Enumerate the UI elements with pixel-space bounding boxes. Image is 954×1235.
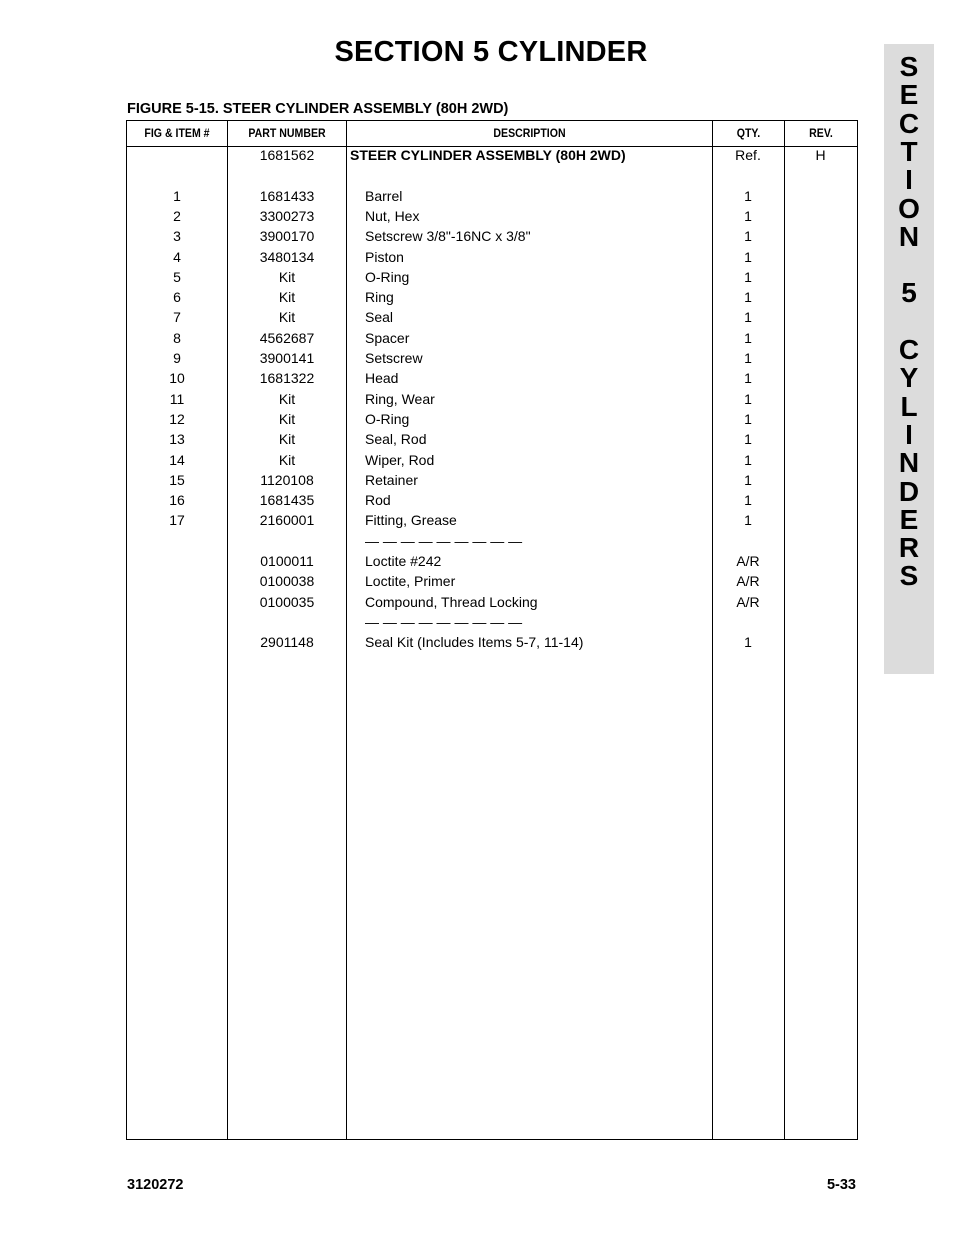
part-number: 1681562 — [259, 147, 315, 163]
description: — — — — — — — — — — [365, 532, 523, 549]
header-item: FIG & ITEM # — [144, 126, 210, 140]
revision — [784, 632, 857, 652]
revision: H — [815, 147, 826, 163]
table-row — [127, 389, 857, 409]
item-number: 2 — [173, 207, 181, 224]
item-number: 5 — [173, 268, 181, 285]
section-side-tab — [884, 44, 934, 674]
table-row — [127, 531, 857, 551]
item-number: 7 — [173, 309, 181, 326]
part-number: Kit — [278, 289, 296, 306]
side-tab-letter: I — [905, 418, 913, 450]
part-number: Kit — [278, 309, 296, 326]
revision — [784, 409, 857, 429]
side-tab-letter: S — [899, 51, 919, 82]
part-number: 0100038 — [259, 573, 315, 590]
description: Ring, Wear — [365, 390, 435, 407]
part-number: 2160001 — [259, 512, 315, 529]
item-number: 3 — [173, 228, 181, 245]
quantity: 1 — [744, 370, 752, 387]
table-row — [127, 165, 857, 185]
quantity: 1 — [744, 228, 752, 245]
part-number: 3300273 — [259, 207, 315, 224]
side-tab-letter: Y — [899, 362, 919, 394]
table-row — [127, 145, 857, 165]
quantity: 1 — [744, 634, 752, 651]
side-tab-letter: C — [898, 334, 920, 365]
revision — [784, 348, 857, 368]
part-number: 4562687 — [259, 329, 315, 346]
description: Seal, Rod — [365, 431, 427, 448]
side-tab-letter: O — [898, 192, 920, 224]
table-row — [127, 287, 857, 307]
header-description: DESCRIPTION — [493, 126, 566, 140]
quantity: 1 — [744, 268, 752, 285]
table-row — [127, 632, 857, 652]
side-tab-letter: D — [898, 475, 920, 507]
quantity: 1 — [744, 410, 752, 427]
quantity: 1 — [744, 207, 752, 224]
revision — [784, 165, 857, 185]
quantity: Ref. — [735, 147, 761, 163]
description: Retainer — [365, 471, 418, 488]
part-number — [228, 165, 346, 185]
part-number: 1120108 — [260, 471, 314, 488]
table-row — [127, 186, 857, 206]
description: Rod — [365, 492, 391, 509]
revision — [784, 429, 857, 449]
quantity: A/R — [736, 553, 760, 569]
part-number: Kit — [278, 451, 296, 468]
part-number: 3480134 — [259, 248, 315, 265]
table-row — [127, 206, 857, 226]
revision — [784, 206, 857, 226]
revision — [784, 368, 857, 388]
table-row — [127, 226, 857, 246]
description: Seal — [365, 309, 394, 326]
item-number: 12 — [169, 410, 185, 427]
side-tab-letter: E — [899, 503, 919, 535]
side-tab-letter: R — [898, 532, 920, 564]
table-row — [127, 348, 857, 368]
revision — [784, 470, 857, 490]
quantity: 1 — [744, 248, 752, 265]
quantity — [713, 612, 783, 632]
part-number: Kit — [278, 390, 296, 407]
item-number — [127, 612, 227, 632]
table-row — [127, 429, 857, 449]
quantity: 1 — [744, 492, 752, 509]
part-number: Kit — [278, 268, 296, 285]
table-row — [127, 571, 857, 591]
revision — [784, 571, 857, 591]
table-row — [127, 368, 857, 388]
description: STEER CYLINDER ASSEMBLY (80H 2WD) — [350, 147, 626, 163]
table-row — [127, 409, 857, 429]
part-number — [228, 612, 346, 632]
revision — [784, 287, 857, 307]
part-number: Kit — [278, 431, 296, 448]
quantity — [713, 531, 783, 551]
item-number — [127, 551, 227, 571]
item-number — [127, 632, 227, 652]
item-number: 1 — [173, 187, 181, 204]
table-row — [127, 247, 857, 267]
side-tab-letter: N — [898, 447, 920, 479]
revision — [784, 592, 857, 612]
quantity: 1 — [744, 512, 752, 529]
table-row — [127, 592, 857, 612]
side-tab-letter: N — [898, 220, 920, 252]
description: — — — — — — — — — — [365, 613, 523, 630]
quantity: 1 — [744, 471, 752, 488]
parts-table — [126, 120, 858, 1140]
quantity: 1 — [744, 309, 752, 326]
revision — [784, 389, 857, 409]
description — [365, 165, 710, 185]
part-number: Kit — [278, 410, 296, 427]
quantity: 1 — [744, 390, 752, 407]
part-number: 0100011 — [260, 553, 314, 569]
description: Setscrew 3/8"-16NC x 3/8" — [365, 228, 531, 245]
side-tab-letter: L — [900, 390, 918, 422]
quantity: 1 — [744, 187, 752, 204]
quantity — [713, 165, 783, 185]
side-tab-letter: I — [905, 164, 913, 196]
figure-title: FIGURE 5-15. STEER CYLINDER ASSEMBLY (80H 2WD) — [127, 101, 509, 117]
part-number: 3900170 — [259, 228, 315, 245]
section-title: SECTION 5 CYLINDER — [334, 36, 648, 68]
part-number — [228, 531, 346, 551]
table-row — [127, 267, 857, 287]
description: Barrel — [365, 187, 403, 204]
table-row — [127, 510, 857, 530]
side-tab-letter: 5 — [901, 277, 917, 309]
description: O-Ring — [365, 268, 410, 285]
side-tab-letter: T — [900, 135, 918, 167]
item-number: 11 — [169, 390, 185, 407]
revision — [784, 247, 857, 267]
header-qty: QTY. — [736, 126, 761, 140]
quantity: A/R — [736, 573, 760, 590]
description: Loctite, Primer — [365, 573, 456, 590]
item-number: 8 — [173, 329, 181, 346]
revision — [784, 226, 857, 246]
page-number: 5-33 — [826, 1177, 856, 1193]
table-row — [127, 470, 857, 490]
description: Spacer — [365, 329, 410, 346]
item-number: 6 — [173, 289, 181, 306]
item-number — [127, 165, 227, 185]
description: Fitting, Grease — [365, 512, 457, 529]
item-number — [127, 145, 227, 165]
quantity: 1 — [744, 451, 752, 468]
description: Compound, Thread Locking — [365, 593, 538, 610]
description: O-Ring — [365, 410, 410, 427]
item-number: 4 — [173, 248, 181, 265]
item-number — [127, 592, 227, 612]
revision — [784, 328, 857, 348]
table-row — [127, 551, 857, 571]
revision — [784, 551, 857, 571]
part-number: 1681322 — [259, 370, 315, 387]
description: Wiper, Rod — [365, 451, 435, 468]
description: Nut, Hex — [365, 207, 420, 224]
document-number: 3120272 — [127, 1177, 184, 1193]
item-number — [127, 531, 227, 551]
side-tab-letter: C — [898, 107, 920, 139]
item-number — [127, 571, 227, 591]
part-number: 2901148 — [260, 634, 314, 651]
quantity: 1 — [744, 350, 752, 366]
quantity: 1 — [744, 329, 752, 346]
revision — [784, 267, 857, 287]
item-number: 15 — [169, 471, 185, 488]
part-number: 1681435 — [259, 492, 315, 509]
part-number: 0100035 — [259, 593, 315, 610]
header-part-number: PART NUMBER — [248, 126, 326, 140]
item-number: 9 — [173, 350, 181, 366]
side-tab-letter: S — [899, 560, 919, 592]
table-row — [127, 490, 857, 510]
quantity: 1 — [744, 289, 752, 306]
description: Ring — [365, 289, 394, 306]
part-number: 3900141 — [259, 350, 315, 366]
table-row — [127, 307, 857, 327]
table-row — [127, 450, 857, 470]
revision — [784, 510, 857, 530]
description: Seal Kit (Includes Items 5-7, 11-14) — [365, 634, 584, 651]
revision — [784, 612, 857, 632]
description: Piston — [365, 248, 404, 265]
item-number: 17 — [169, 512, 185, 529]
revision — [784, 531, 857, 551]
part-number: 1681433 — [259, 187, 315, 204]
quantity: 1 — [744, 431, 752, 448]
revision — [784, 490, 857, 510]
header-rev: REV. — [809, 126, 833, 140]
table-row — [127, 612, 857, 632]
description: Setscrew — [365, 350, 423, 366]
side-tab-letter: E — [899, 79, 919, 111]
table-row — [127, 328, 857, 348]
item-number: 10 — [169, 370, 185, 387]
description: Head — [365, 370, 399, 387]
item-number: 13 — [169, 431, 185, 448]
item-number: 14 — [169, 451, 185, 468]
quantity: A/R — [736, 593, 760, 610]
item-number: 16 — [169, 492, 185, 509]
revision — [784, 450, 857, 470]
description: Loctite #242 — [365, 553, 442, 569]
revision — [784, 186, 857, 206]
revision — [784, 307, 857, 327]
